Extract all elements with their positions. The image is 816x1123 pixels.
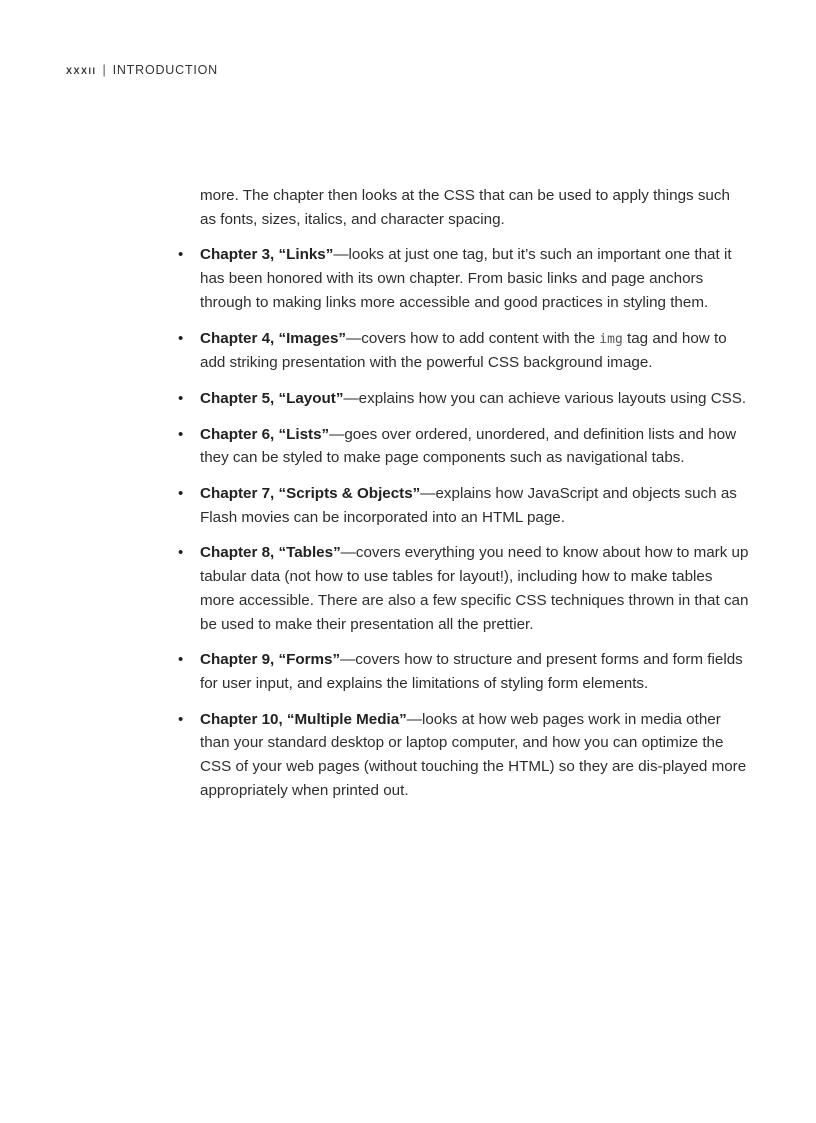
bullet-icon: • — [178, 544, 184, 562]
chapter-description: —covers how to add content with the — [346, 329, 600, 347]
intro-paragraph: more. The chapter then looks at the CSS that can be used to apply things such as fonts, sizes, italics, and character spacing. — [200, 187, 730, 228]
bullet-icon: • — [178, 651, 184, 669]
page-body — [178, 184, 750, 814]
chapter-title: Chapter 10, “Multiple Media” — [200, 710, 407, 728]
running-head — [66, 63, 218, 77]
bullet-icon: • — [178, 425, 184, 443]
chapter-title: Chapter 7, “Scripts & Objects” — [200, 485, 421, 503]
bullet-icon: • — [178, 710, 184, 728]
bullet-icon: • — [178, 246, 184, 264]
bullet-icon: • — [178, 329, 184, 347]
chapter-title: Chapter 9, “Forms” — [200, 651, 341, 669]
chapter-title: Chapter 6, “Lists” — [200, 425, 330, 443]
chapter-description: —goes over ordered, unordered, and definition lists and how they can be styled to make page components such as navigational tabs. — [200, 425, 737, 467]
chapter-item-8 — [178, 541, 750, 636]
chapter-description: —looks at just one tag, but it’s such an important one that it has been honored with its own chapter. From basic links and page anchors through to making links more accessible and good practices in styling them. — [200, 246, 732, 311]
chapter-description-cont: tag and how to add striking presentation with the powerful CSS background image. — [200, 329, 727, 372]
chapter-title: Chapter 8, “Tables” — [200, 544, 341, 562]
chapter-description: —explains how you can achieve various layouts using CSS. — [343, 389, 747, 407]
inline-code: img — [599, 331, 623, 347]
chapter-title: Chapter 5, “Layout” — [200, 389, 344, 407]
chapter-description: —covers everything you need to know about how to mark up tabular data (not how to use tables for layout!), including how to make tables more accessible. There are also a few specific CSS techniques thrown in that can be used to make their presentation all the prettier. — [200, 544, 749, 633]
chapter-item-7 — [178, 482, 750, 529]
chapter-item-5 — [178, 387, 750, 411]
chapter-list — [178, 243, 750, 802]
section-title: INTRODUCTION — [112, 63, 219, 77]
bullet-icon: • — [178, 389, 184, 407]
chapter-item-6 — [178, 423, 750, 470]
chapter-description: —looks at how web pages work in media other than your standard desktop or laptop computer, and how you can optimize the CSS of your web pages (without touching the HTML) so they are dis-played more appropriately when printed out. — [200, 710, 747, 799]
chapter-item-4 — [178, 327, 750, 375]
page-number: xxxii — [66, 63, 97, 77]
bullet-icon: • — [178, 485, 184, 503]
chapter-item-9 — [178, 648, 750, 695]
chapter-description: —explains how JavaScript and objects such as Flash movies can be incorporated into an HTML page. — [200, 485, 737, 526]
header-separator: | — [102, 63, 107, 77]
chapter-item-3 — [178, 243, 750, 314]
chapter-description: —covers how to structure and present forms and form fields for user input, and explains the limitations of styling form elements. — [200, 651, 743, 692]
chapter-item-10 — [178, 708, 750, 803]
chapter-title: Chapter 4, “Images” — [200, 329, 347, 347]
chapter-title: Chapter 3, “Links” — [200, 246, 334, 264]
